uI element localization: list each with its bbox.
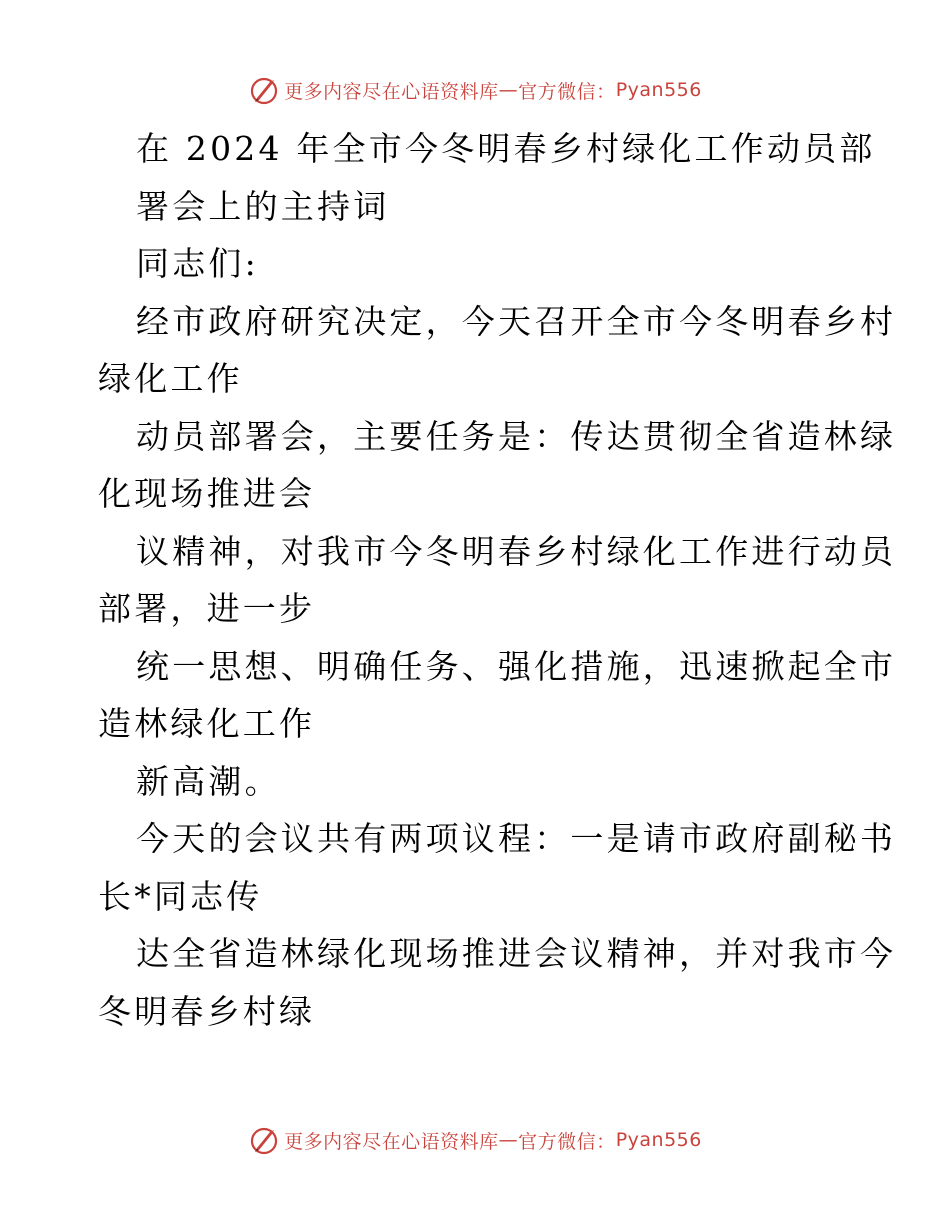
document-line: 造林绿化工作 [98,704,316,743]
document-line: 在 2024 年全市今冬明春乡村绿化工作动员部 [136,129,876,168]
banner-wechat-label: 官方微信： [518,80,616,103]
document-line: 部署，进一步 [98,589,316,628]
document-line: 达全省造林绿化现场推进会议精神，并对我市今 [136,934,897,973]
document-line: 动员部署会，主要任务是：传达贯彻全省造林绿 [136,416,897,456]
document-line: 统一思想、明确任务、强化措施，迅速掀起全市 [136,646,897,686]
banner-text: 更多内容尽在心语资料库 [284,1130,499,1153]
banner-text: 更多内容尽在心语资料库 [284,80,499,103]
banner-separator: — [498,79,519,101]
banner-wechat-id: Pyan556 [615,79,702,101]
document-line: 经市政府研究决定，今天召开全市今冬明春乡村 [136,301,897,341]
document-line: 新高潮。 [136,761,281,801]
document-line: 化现场推进会 [98,474,316,513]
document-line: 议精神，对我市今冬明春乡村绿化工作进行动员 [136,531,897,571]
quill-pen-logo-icon [248,74,280,106]
banner-separator: — [498,1129,519,1151]
document-body [98,120,897,1040]
document-line: 长*同志传 [98,876,263,916]
footer-banner [0,1120,950,1160]
quill-pen-logo-icon [248,1124,280,1156]
header-banner [0,70,950,110]
document-line: 署会上的主持词 [136,186,390,226]
banner-wechat-id: Pyan556 [615,1129,702,1151]
document-line: 今天的会议共有两项议程：一是请市政府副秘书 [136,819,897,858]
banner-wechat-label: 官方微信： [518,1130,616,1153]
document-line: 同志们: [136,244,259,283]
document-line: 冬明春乡村绿 [98,991,316,1031]
document-line: 绿化工作 [98,359,243,398]
